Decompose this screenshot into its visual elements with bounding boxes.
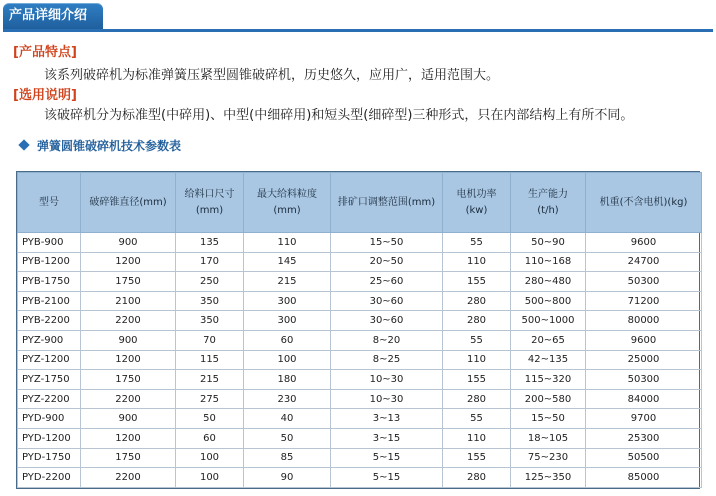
table-cell: 71200 xyxy=(586,291,702,311)
table-row xyxy=(18,370,702,390)
table-cell: 8~20 xyxy=(331,330,443,350)
table-cell: 25000 xyxy=(586,350,702,370)
header-bar xyxy=(0,0,716,32)
column-header-line: 型号 xyxy=(39,196,59,208)
table-cell: PYB-2100 xyxy=(18,291,81,311)
table-cell: 350 xyxy=(176,311,244,331)
column-header xyxy=(331,173,443,233)
table-cell: 145 xyxy=(244,252,331,272)
table-cell: PYZ-1200 xyxy=(18,350,81,370)
table-cell: 15~50 xyxy=(331,233,443,253)
table-cell: 55 xyxy=(443,409,511,429)
table-cell: 42~135 xyxy=(511,350,586,370)
column-header xyxy=(176,173,244,233)
column-header-line: (t/h) xyxy=(537,204,559,216)
selection-text: 该破碎机分为标准型(中碎用)、中型(中细碎用)和短头型(细碎型)三种形式，只在内部结构上有所不同。 xyxy=(44,108,634,123)
table-cell: 115~320 xyxy=(511,370,586,390)
table-cell: 80000 xyxy=(586,311,702,331)
table-cell: 60 xyxy=(244,330,331,350)
table-cell: 85 xyxy=(244,448,331,468)
table-cell: 200~580 xyxy=(511,389,586,409)
table-cell: 70 xyxy=(176,330,244,350)
table-cell: 2200 xyxy=(81,389,176,409)
table-cell: PYD-900 xyxy=(18,409,81,429)
table-heading xyxy=(20,137,181,154)
table-cell: 500~800 xyxy=(511,291,586,311)
features-title: [产品特点] xyxy=(13,45,77,60)
table-cell: 125~350 xyxy=(511,468,586,488)
table-cell: 60 xyxy=(176,428,244,448)
table-cell: 40 xyxy=(244,409,331,429)
table-cell: PYZ-900 xyxy=(18,330,81,350)
table-cell: 230 xyxy=(244,389,331,409)
table-cell: 18~105 xyxy=(511,428,586,448)
column-header-line: 电机功率 xyxy=(456,188,497,200)
table-cell: 300 xyxy=(244,291,331,311)
table-cell: 110~168 xyxy=(511,252,586,272)
column-header-line: 给料口尺寸 xyxy=(184,188,235,200)
column-header xyxy=(244,173,331,233)
table-cell: 180 xyxy=(244,370,331,390)
table-cell: 900 xyxy=(81,233,176,253)
table-cell: 1750 xyxy=(81,272,176,292)
table-cell: PYD-2200 xyxy=(18,468,81,488)
table-cell: 155 xyxy=(443,448,511,468)
table-row xyxy=(18,468,702,488)
table-cell: 1750 xyxy=(81,370,176,390)
table-cell: 10~30 xyxy=(331,370,443,390)
table-cell: 2200 xyxy=(81,468,176,488)
column-header-line: 排矿口调整范围(mm) xyxy=(337,196,436,208)
table-cell: 9600 xyxy=(586,233,702,253)
table-cell: 2100 xyxy=(81,291,176,311)
table-cell: 100 xyxy=(176,448,244,468)
table-cell: 1200 xyxy=(81,428,176,448)
table-cell: 50500 xyxy=(586,448,702,468)
table-cell: 75~230 xyxy=(511,448,586,468)
table-cell: 1200 xyxy=(81,252,176,272)
column-header xyxy=(81,173,176,233)
table-title: 弹簧圆锥破碎机技术参数表 xyxy=(37,139,182,153)
table-cell: 55 xyxy=(443,233,511,253)
table-header-row xyxy=(18,173,702,233)
table-cell: PYB-900 xyxy=(18,233,81,253)
table-cell: 55 xyxy=(443,330,511,350)
table-cell: 900 xyxy=(81,409,176,429)
table-cell: PYD-1750 xyxy=(18,448,81,468)
table-row xyxy=(18,389,702,409)
table-cell: 50~90 xyxy=(511,233,586,253)
table-cell: 500~1000 xyxy=(511,311,586,331)
table-cell: 50 xyxy=(176,409,244,429)
table-body xyxy=(18,233,702,488)
table-cell: 5~15 xyxy=(331,448,443,468)
column-header xyxy=(511,173,586,233)
table-cell: 3~13 xyxy=(331,409,443,429)
table-cell: 5~15 xyxy=(331,468,443,488)
column-header-line: 最大给料粒度(mm) xyxy=(257,188,317,216)
spec-table xyxy=(17,172,702,488)
table-cell: 280 xyxy=(443,291,511,311)
table-cell: 155 xyxy=(443,272,511,292)
table-cell: 110 xyxy=(443,350,511,370)
table-cell: 15~50 xyxy=(511,409,586,429)
table-cell: 9700 xyxy=(586,409,702,429)
table-cell: 30~60 xyxy=(331,311,443,331)
table-cell: PYB-1750 xyxy=(18,272,81,292)
table-cell: 155 xyxy=(443,370,511,390)
product-detail-tab[interactable]: 产品详细介绍 xyxy=(3,3,103,29)
table-cell: PYB-2200 xyxy=(18,311,81,331)
table-cell: 135 xyxy=(176,233,244,253)
column-header-line: (kw) xyxy=(465,204,488,216)
table-cell: 280 xyxy=(443,468,511,488)
table-cell: 9600 xyxy=(586,330,702,350)
table-cell: 215 xyxy=(244,272,331,292)
column-header-line: 生产能力 xyxy=(528,188,568,200)
table-cell: 350 xyxy=(176,291,244,311)
table-cell: 85000 xyxy=(586,468,702,488)
table-cell: 1750 xyxy=(81,448,176,468)
table-cell: 50300 xyxy=(586,272,702,292)
table-row xyxy=(18,448,702,468)
header-divider xyxy=(3,29,713,32)
table-cell: 280 xyxy=(443,311,511,331)
table-cell: PYZ-2200 xyxy=(18,389,81,409)
table-cell: 100 xyxy=(244,350,331,370)
column-header-line: 破碎锥直径(mm) xyxy=(89,196,167,208)
table-row xyxy=(18,291,702,311)
table-cell: 50300 xyxy=(586,370,702,390)
table-cell: 20~50 xyxy=(331,252,443,272)
table-cell: 3~15 xyxy=(331,428,443,448)
table-row xyxy=(18,409,702,429)
table-cell: PYZ-1750 xyxy=(18,370,81,390)
table-row xyxy=(18,311,702,331)
table-cell: 1200 xyxy=(81,350,176,370)
table-row xyxy=(18,428,702,448)
column-header xyxy=(586,173,702,233)
spec-table-container xyxy=(16,171,700,489)
table-cell: 280~480 xyxy=(511,272,586,292)
features-text: 该系列破碎机为标准弹簧压紧型圆锥破碎机，历史悠久，应用广，适用范围大。 xyxy=(44,68,500,83)
table-cell: 50 xyxy=(244,428,331,448)
column-header xyxy=(443,173,511,233)
table-cell: PYB-1200 xyxy=(18,252,81,272)
table-cell: 110 xyxy=(443,252,511,272)
table-row xyxy=(18,233,702,253)
table-cell: 25~60 xyxy=(331,272,443,292)
table-cell: 90 xyxy=(244,468,331,488)
table-row xyxy=(18,350,702,370)
table-cell: 250 xyxy=(176,272,244,292)
table-cell: 110 xyxy=(244,233,331,253)
table-cell: 280 xyxy=(443,389,511,409)
diamond-bullet-icon xyxy=(18,139,29,150)
column-header xyxy=(18,173,81,233)
table-row xyxy=(18,272,702,292)
table-row xyxy=(18,252,702,272)
table-cell: 100 xyxy=(176,468,244,488)
table-cell: PYD-1200 xyxy=(18,428,81,448)
table-cell: 300 xyxy=(244,311,331,331)
table-cell: 24700 xyxy=(586,252,702,272)
table-cell: 170 xyxy=(176,252,244,272)
table-cell: 110 xyxy=(443,428,511,448)
table-cell: 900 xyxy=(81,330,176,350)
table-cell: 115 xyxy=(176,350,244,370)
table-cell: 30~60 xyxy=(331,291,443,311)
column-header-line: 机重(不含电机)(kg) xyxy=(599,196,688,208)
selection-title: [选用说明] xyxy=(13,88,77,103)
table-cell: 8~25 xyxy=(331,350,443,370)
table-cell: 215 xyxy=(176,370,244,390)
table-cell: 2200 xyxy=(81,311,176,331)
table-row xyxy=(18,330,702,350)
table-cell: 20~65 xyxy=(511,330,586,350)
column-header-line: (mm) xyxy=(195,204,224,216)
table-cell: 10~30 xyxy=(331,389,443,409)
table-cell: 275 xyxy=(176,389,244,409)
table-cell: 25300 xyxy=(586,428,702,448)
table-cell: 84000 xyxy=(586,389,702,409)
